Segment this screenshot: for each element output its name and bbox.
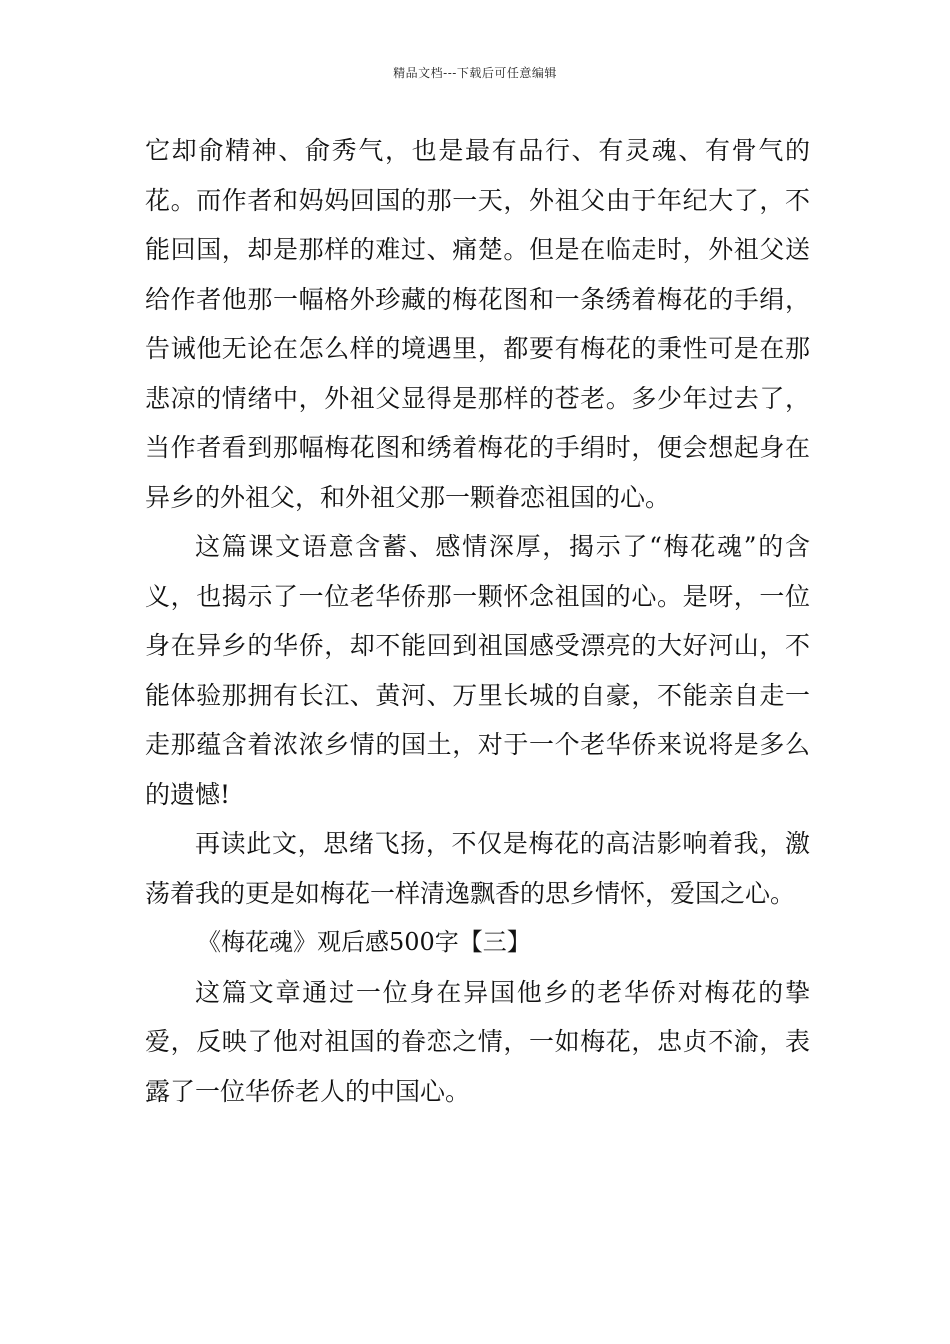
document-body xyxy=(145,126,810,1116)
paragraph-continued: 它却俞精神、俞秀气，也是最有品行、有灵魂、有骨气的花。而作者和妈妈回国的那一天，外祖父由于年纪大了，不能回国，却是那样的难过、痛楚。但是在临走时，外祖父送给作者他那一幅格外珍藏的梅花图和一条绣着梅花的手绢，告诫他无论在怎么样的境遇里，都要有梅花的秉性可是在那悲凉的情绪中，外祖父显得是那样的苍老。多少年过去了，当作者看到那幅梅花图和绣着梅花的手绢时，便会想起身在异乡的外祖父，和外祖父那一颗眷恋祖国的心。 xyxy=(145,136,810,512)
section-heading: 《梅花魂》观后感500字【三】 xyxy=(197,928,531,956)
paragraph: 这篇文章通过一位身在异国他乡的老华侨对梅花的挚爱，反映了他对祖国的眷恋之情，一如梅花，忠贞不渝，表露了一位华侨老人的中国心。 xyxy=(145,977,810,1106)
page-header: 精品文档---下载后可任意编辑 xyxy=(393,66,557,80)
paragraph: 再读此文，思绪飞扬，不仅是梅花的高洁影响着我，激荡着我的更是如梅花一样清逸飘香的思乡情怀，爱国之心。 xyxy=(145,829,810,908)
paragraph: 这篇课文语意含蓄、感情深厚，揭示了“梅花魂”的含义，也揭示了一位老华侨那一颗怀念祖国的心。是呀，一位身在异乡的华侨，却不能回到祖国感受漂亮的大好河山，不能体验那拥有长江、黄河、万里长城的自豪，不能亲自走一走那蕴含着浓浓乡情的国土，对于一个老华侨来说将是多么的遗憾! xyxy=(145,532,810,809)
